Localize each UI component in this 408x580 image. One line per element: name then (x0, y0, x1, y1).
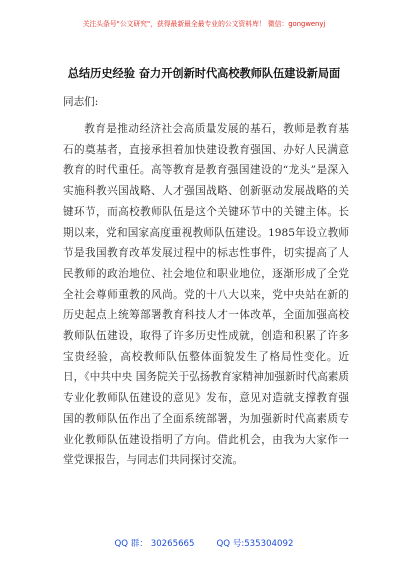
footer-qq-number: QQ 号:535304092 (216, 539, 294, 549)
footer-contact (0, 538, 408, 550)
document-title: 总结历史经验 奋力开创新时代高校教师队伍建设新局面 (67, 67, 341, 80)
greeting: 同志们: (63, 96, 99, 108)
header-promo-note: 关注头条号"公文研究"，获得最新最全最专业的公文资料库！ 微信：gongwenyj (82, 20, 326, 28)
footer-qq-group: QQ 群： 30265665 (114, 539, 195, 549)
body-paragraph: 教育是推动经济社会高质量发展的基石，教师是教育基石的奠基者，直接承担着加快建设教育强国、办好人民满意教育的时代重任。高等教育是教育强国建设的“龙头”是深入实施科教兴国战略、人才强国战略、创新驱动发展战略的关键环节，而高校教师队伍是这个关键环节中的关键主体。长期以来，党和国家高度重视教师队伍建设。1985年设立教师节是我国教育改革发展过程中的标志性事件，切实提高了人民教师的政治地位、社会地位和职业地位，逐渐形成了全党全社会尊师重教的风尚。党的十八大以来，党中央站在新的历史起点上统筹部署教育科技人才一体改革，全面加强高校教师队伍建设，取得了许多历史性成就，创造和积累了许多宝贵经验，高校教师队伍整体面貌发生了格局性变化。近日，《中共中央 国务院关于弘扬教育家精神加强新时代高素质专业化教师队伍建设的意见》发布，意见对造就支撑教育强国的教师队伍作出了全面系统部署，为加强新时代高素质专业化教师队伍建设指明了方向。借此机会，由我为大家作一堂党课报告，与同志们共同探讨交流。 (63, 123, 349, 467)
